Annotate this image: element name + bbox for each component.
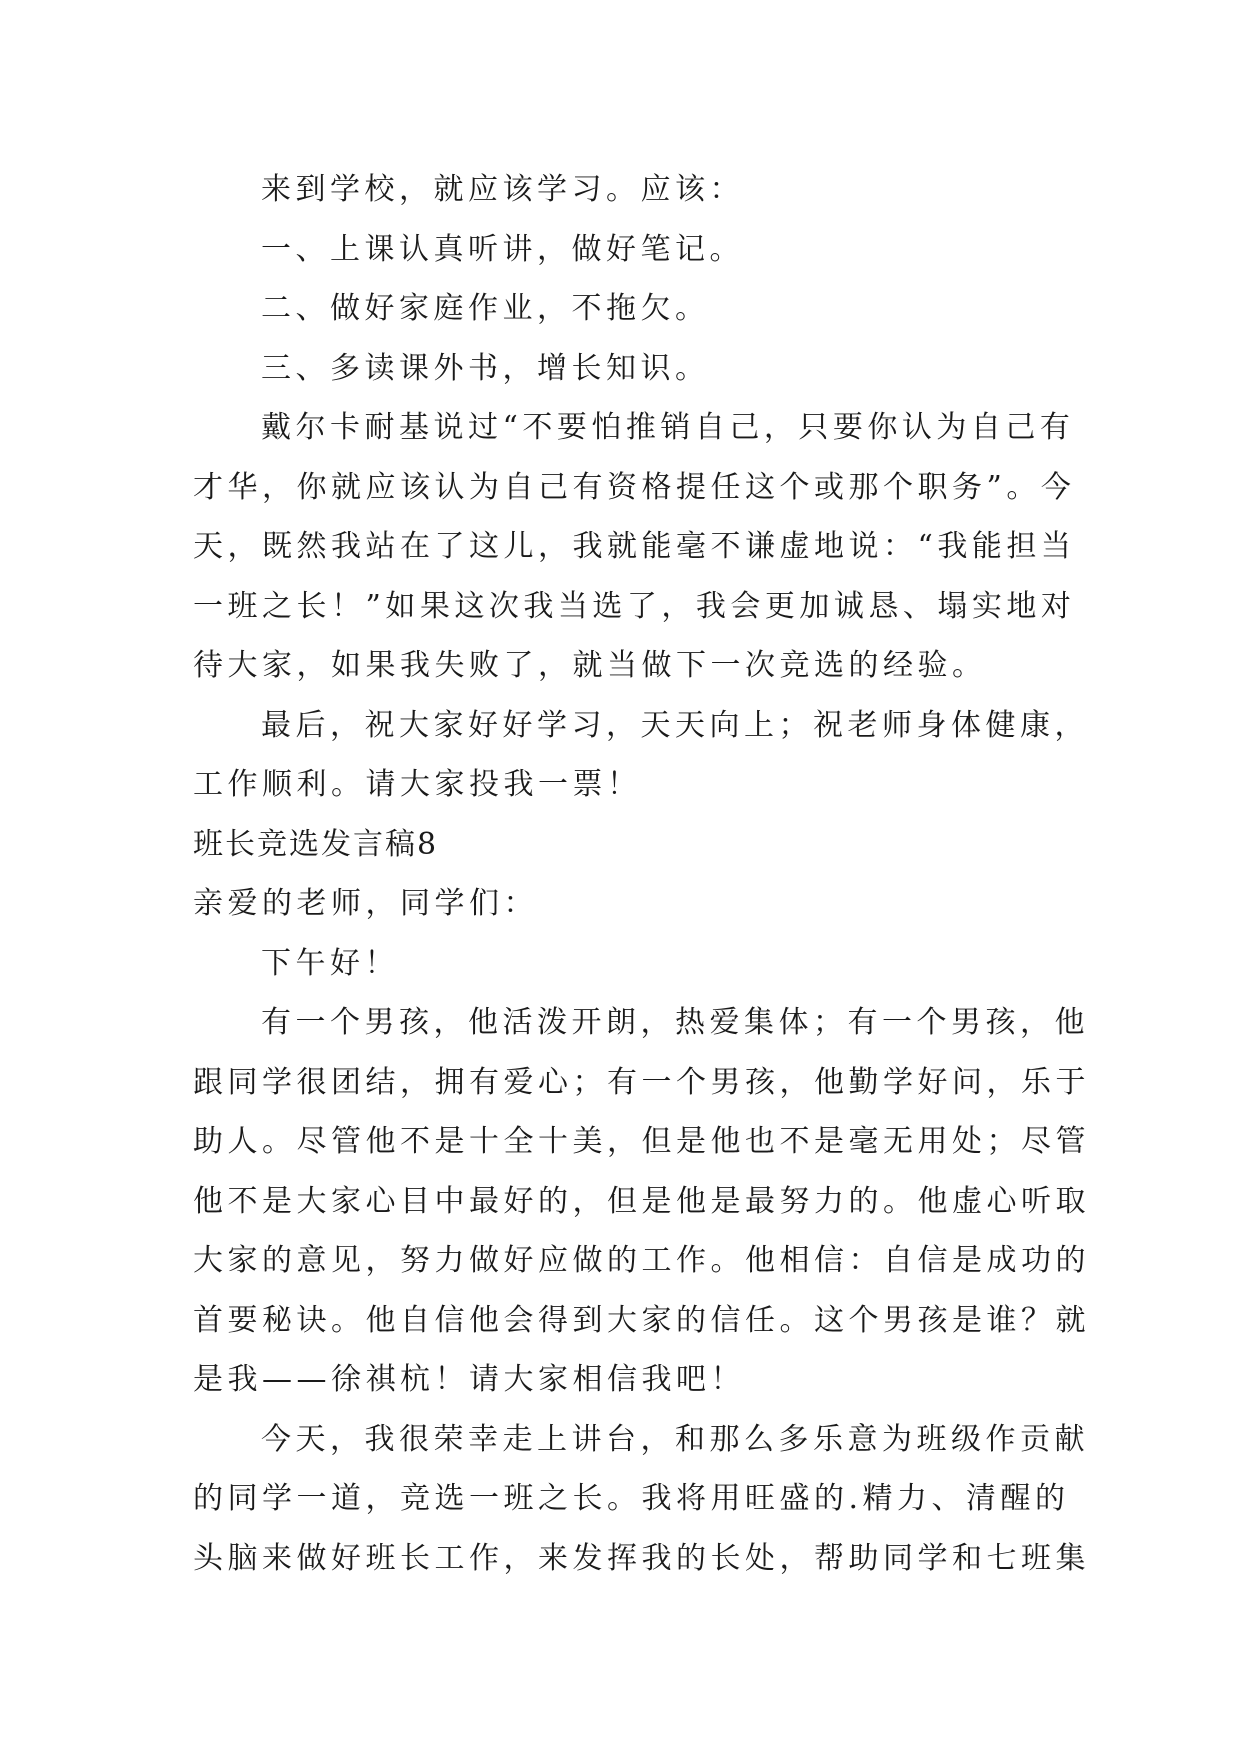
text-line: 一班之长！”如果这次我当选了，我会更加诚恳、塌实地对 <box>193 588 1076 624</box>
text-line: 今天，我很荣幸走上讲台，和那么多乐意为班级作贡献 <box>261 1421 1089 1457</box>
text-line: 亲爱的老师，同学们： <box>193 886 538 921</box>
text-line: 待大家，如果我失败了，就当做下一次竞选的经验。 <box>193 648 987 683</box>
text-line: 来到学校，就应该学习。应该： <box>261 172 744 207</box>
text-line: 戴尔卡耐基说过“不要怕推销自己，只要你认为自己有 <box>261 410 1075 445</box>
text-line: 天，既然我站在了这儿，我就能毫不谦虚地说：“我能担当 <box>193 529 1076 564</box>
text-line: 下午好！ <box>261 945 399 981</box>
text-line: 首要秘诀。他自信他会得到大家的信任。这个男孩是谁？就 <box>193 1302 1090 1338</box>
text-line: 助人。尽管他不是十全十美，但是他也不是毫无用处；尽管 <box>193 1124 1090 1159</box>
text-line: 是我——徐祺杭！请大家相信我吧！ <box>193 1362 745 1397</box>
section-heading: 班长竞选发言稿8 <box>193 826 439 862</box>
text-line: 二、做好家庭作业，不拖欠。 <box>261 291 710 326</box>
text-line: 头脑来做好班长工作，来发挥我的长处，帮助同学和七班集 <box>193 1540 1090 1576</box>
text-line: 的同学一道，竞选一班之长。我将用旺盛的.精力、清醒的 <box>193 1481 1070 1516</box>
text-line: 大家的意见，努力做好应做的工作。他相信：自信是成功的 <box>193 1243 1090 1278</box>
text-line: 工作顺利。请大家投我一票！ <box>193 767 642 802</box>
document-page <box>193 160 1090 1588</box>
text-line: 最后，祝大家好好学习，天天向上；祝老师身体健康， <box>261 707 1089 743</box>
text-line: 才华，你就应该认为自己有资格提任这个或那个职务”。今 <box>193 469 1076 505</box>
text-line: 三、多读课外书，增长知识。 <box>261 350 710 386</box>
text-line: 跟同学很团结，拥有爱心；有一个男孩，他勤学好问，乐于 <box>193 1064 1090 1100</box>
text-line: 一、上课认真听讲，做好笔记。 <box>261 231 744 267</box>
text-line: 有一个男孩，他活泼开朗，热爱集体；有一个男孩，他 <box>261 1005 1089 1040</box>
text-line: 他不是大家心目中最好的，但是他是最努力的。他虚心听取 <box>193 1183 1090 1219</box>
